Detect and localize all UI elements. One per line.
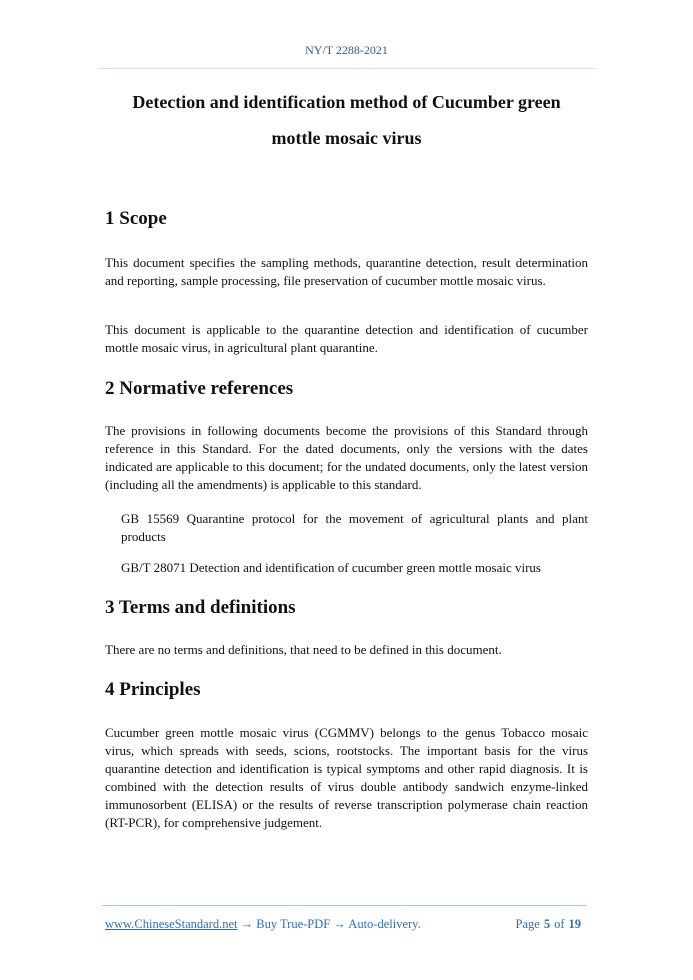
total-pages: 19 xyxy=(568,917,581,931)
reference-item: GB/T 28071 Detection and identification of cucumber green mottle mosaic virus xyxy=(121,560,541,575)
of-label: of xyxy=(554,917,565,931)
paragraph: Cucumber green mottle mosaic virus (CGMMV) belongs to the genus Tobacco mosaic virus, which spreads with seeds, scions, rootstocks. The important basis for the virus quarantine detection and identification is typical symptoms and other rapid diagnosis. It is combined with the detection results of virus double antibody sandwich enzyme-linked immunosorbent (ELISA) or the results of reverse transcription polymerase chain reaction (RT-PCR), for comprehensive judgement. xyxy=(105,725,588,830)
current-page: 5 xyxy=(543,917,551,931)
page-indicator xyxy=(516,917,585,932)
paragraph: The provisions in following documents become the provisions of this Standard through reference in this Standard. For the dated documents, only the versions with the dates indicated are applicable to this document; for the undated documents, only the latest version (including all the amendments) is applicable to this standard. xyxy=(105,423,588,492)
footer-text xyxy=(105,917,421,932)
page-label: Page xyxy=(515,917,540,931)
paragraph: There are no terms and definitions, that need to be defined in this document. xyxy=(105,642,502,657)
section-heading-scope: 1 Scope xyxy=(105,208,167,229)
footer-delivery-text: → Buy True-PDF → Auto-delivery. xyxy=(237,917,421,931)
section-heading-principles: 4 Principles xyxy=(105,679,201,700)
document-title-line-1: Detection and identification method of Cucumber green xyxy=(132,92,561,112)
paragraph: This document specifies the sampling methods, quarantine detection, result determination and reporting, sample processing, file preservation of cucumber mottle mosaic virus. xyxy=(105,255,588,288)
footer-divider xyxy=(102,905,587,906)
reference-item: GB 15569 Quarantine protocol for the movement of agricultural plants and plant products xyxy=(121,511,588,544)
section-heading-normative-references: 2 Normative references xyxy=(105,378,294,399)
website-link[interactable]: www.ChineseStandard.net xyxy=(105,917,238,931)
section-heading-terms: 3 Terms and definitions xyxy=(105,597,296,618)
paragraph: This document is applicable to the quarantine detection and identification of cucumber mottle mosaic virus, in agricultural plant quarantine. xyxy=(105,322,588,355)
header-divider xyxy=(98,68,595,69)
document-title-line-2: mottle mosaic virus xyxy=(271,128,422,148)
header-standard-number: NY/T 2288-2021 xyxy=(305,43,388,57)
